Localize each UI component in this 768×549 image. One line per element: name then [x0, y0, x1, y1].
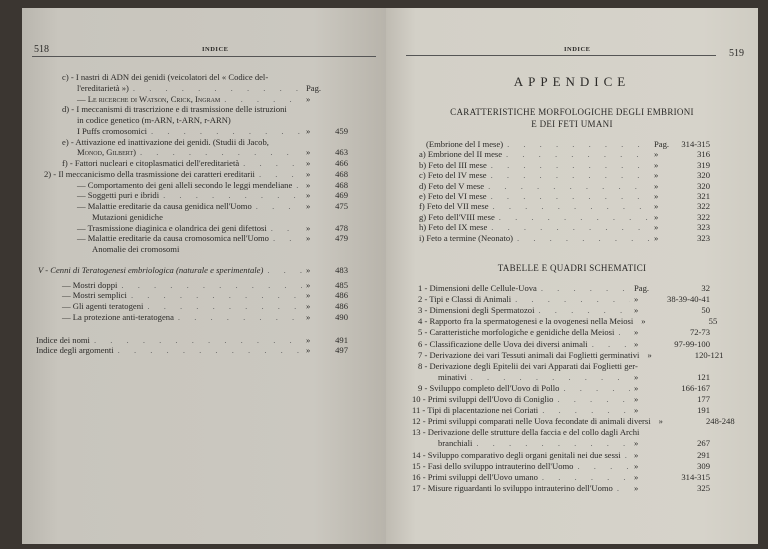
- page-ref: 469: [335, 190, 348, 201]
- index-entry: [77, 147, 348, 158]
- dot-leader: [542, 472, 630, 483]
- index-entry: [77, 180, 348, 191]
- page-marker: Pag.: [306, 82, 322, 93]
- entry-label: 2) - Il meccanicismo della trasmissione dei caratteri ereditarii: [44, 168, 255, 179]
- index-entry: [412, 483, 710, 494]
- entry-label: branchiali: [438, 438, 473, 449]
- index-entry: [44, 169, 348, 180]
- index-entry: [36, 335, 348, 346]
- index-entry: [62, 280, 348, 291]
- index-entry: [62, 104, 348, 115]
- dot-leader: [491, 170, 650, 181]
- dot-leader: [271, 223, 302, 234]
- entry-label: b) Feto del III mese: [419, 159, 487, 170]
- entry-label: 10 - Primi sviluppi dell'Uovo di Coniglio: [412, 394, 554, 404]
- index-entry: [418, 339, 710, 350]
- index-entry: [38, 265, 348, 276]
- entry-label: I Puffs cromosomici: [77, 125, 148, 136]
- entry-label: 8 - Derivazione degli Epitelii dei vari Apparati dai Foglietti ger-: [418, 360, 638, 371]
- entry-label: 17 - Misure riguardanti lo sviluppo intrauterino dell'Uomo: [412, 482, 613, 493]
- page-ref: 468: [335, 179, 348, 190]
- dot-leader: [224, 94, 302, 105]
- entry-label: Anomalie dei cromosomi: [92, 244, 180, 254]
- page-marker: »: [634, 382, 639, 393]
- page-marker: Pag.: [634, 283, 650, 293]
- page-marker: »: [634, 294, 639, 305]
- dot-leader: [542, 405, 630, 416]
- page-marker: »: [634, 371, 639, 382]
- index-entry: [438, 372, 710, 383]
- entry-label: — Mostri semplici: [62, 290, 127, 301]
- page-marker: »: [306, 179, 311, 190]
- subtitle-line1: CARATTERISTICHE MORFOLOGICHE DEGLI EMBRIONI: [450, 107, 694, 117]
- index-entry: [419, 233, 710, 244]
- page-marker: »: [634, 394, 639, 404]
- index-entry: [418, 294, 710, 305]
- index-entry: [419, 201, 710, 212]
- entry-label: V - Cenni di Teratogenesi embriologica (naturale e sperimentale): [38, 264, 264, 275]
- page-ref: 323: [697, 232, 710, 243]
- entry-label: Mutazioni genidiche: [92, 211, 163, 222]
- index-entry: [419, 181, 710, 192]
- page-marker: »: [641, 316, 646, 327]
- page-marker: »: [306, 201, 311, 211]
- dot-leader: [617, 483, 630, 494]
- page-ref: 322: [697, 201, 710, 212]
- index-entry: [418, 383, 710, 394]
- dot-leader: [488, 181, 650, 192]
- entry-label: 4 - Rapporto fra la spermatogenesi e la ovogenesi nella Meiosi: [418, 316, 634, 327]
- page-ref: 97-99-100: [674, 338, 710, 349]
- index-entry: [77, 126, 348, 137]
- page-marker: »: [634, 327, 639, 338]
- dot-leader: [471, 372, 630, 383]
- dot-leader: [131, 290, 302, 301]
- dot-leader: [625, 450, 630, 461]
- index-entry: [62, 158, 348, 169]
- entry-label: — Trasmissione diaginica e olandrica dei geni difettosi: [77, 222, 267, 233]
- entry-label: 16 - Primi sviluppi dell'Uovo umano: [412, 471, 538, 482]
- page-marker: »: [306, 279, 311, 290]
- entry-label: c) Feto del IV mese: [419, 170, 487, 181]
- dot-leader: [256, 201, 302, 212]
- section-title: APPENDICE: [513, 74, 631, 89]
- page-marker: »: [658, 416, 663, 427]
- page-ref: 475: [335, 201, 348, 211]
- page-marker: »: [306, 233, 311, 244]
- index-entry: [77, 233, 348, 244]
- page-marker: »: [654, 232, 659, 243]
- index-entry: [419, 212, 710, 223]
- page-ref: 177: [697, 394, 710, 404]
- entry-label: a) Embrione del II mese: [419, 149, 503, 160]
- page-marker: »: [634, 438, 639, 449]
- page-number: 519: [729, 48, 744, 59]
- index-entry: [92, 244, 348, 255]
- dot-leader: [506, 149, 650, 160]
- dot-leader: [94, 335, 302, 346]
- dot-leader: [538, 305, 630, 316]
- entry-label: c) - I nastri di ADN dei genidi (veicolatori del « Codice del-: [62, 72, 269, 82]
- index-entry: [418, 283, 710, 294]
- page-ref: 490: [335, 311, 348, 322]
- page-ref: 325: [697, 482, 710, 493]
- index-entry: [77, 223, 348, 234]
- page-ref: 38-39-40-41: [667, 294, 710, 305]
- page-marker: »: [654, 180, 659, 191]
- index-entry: [418, 305, 710, 316]
- dot-leader: [163, 190, 302, 201]
- header-rule: [32, 56, 376, 57]
- page-ref: 50: [701, 305, 710, 316]
- entry-label: Indice degli argomenti: [36, 345, 114, 356]
- page-marker: »: [634, 305, 639, 316]
- entry-label: h) Feto del IX mese: [419, 222, 488, 233]
- dot-leader: [491, 191, 650, 202]
- page-ref: 32: [701, 283, 710, 293]
- dot-leader: [491, 222, 650, 233]
- dot-leader: [499, 212, 650, 223]
- dot-leader: [493, 201, 650, 212]
- page-ref: 314-315: [681, 471, 710, 482]
- index-entry: [77, 83, 348, 94]
- dot-leader: [147, 301, 302, 312]
- page-marker: »: [654, 170, 659, 181]
- dot-leader: [541, 283, 630, 294]
- dot-leader: [121, 280, 302, 291]
- entry-label: e) Feto del VI mese: [419, 191, 487, 201]
- page-marker: »: [654, 191, 659, 201]
- index-entry: [62, 312, 348, 323]
- page-ref: 319: [697, 159, 710, 170]
- index-entry: [418, 349, 724, 361]
- page-marker: »: [306, 190, 311, 201]
- page-marker: »: [306, 345, 311, 356]
- dot-leader: [577, 461, 630, 472]
- page-marker: »: [654, 149, 659, 160]
- right-page: [386, 8, 758, 544]
- page-ref: 166-167: [681, 382, 710, 393]
- page-marker: Pag.: [654, 139, 670, 149]
- entry-label: 15 - Fasi dello sviluppo intrauterino dell'Uomo: [412, 460, 574, 471]
- index-entry: [412, 416, 735, 427]
- dot-leader: [151, 126, 302, 137]
- page-marker: »: [306, 158, 311, 168]
- running-head: INDICE: [564, 46, 591, 53]
- page-ref: 483: [335, 264, 348, 275]
- entry-label: 7 - Derivazione dei vari Tessuti animali dai Foglietti germinativi: [418, 349, 640, 360]
- dot-leader: [517, 233, 650, 244]
- entry-label: — La protezione anti-teratogena: [62, 311, 174, 322]
- page-marker: »: [634, 471, 639, 482]
- page-marker: »: [306, 301, 311, 311]
- entry-label: — Comportamento dei geni alleli secondo le leggi mendeliane: [77, 179, 293, 190]
- page-ref: 497: [335, 345, 348, 356]
- entry-label: f) - Fattori nucleari e citoplasmatici dell'ereditarietà: [62, 158, 240, 168]
- page-marker: »: [634, 405, 639, 416]
- dot-leader: [491, 160, 650, 171]
- entry-label: l'ereditarietà »): [77, 82, 129, 93]
- entry-label: 9 - Sviluppo completo dell'Uovo di Pollo: [418, 382, 560, 393]
- index-entry: [419, 170, 710, 181]
- entry-label: e) - Attivazione ed inattivazione dei genidi. (Studii di Jacob,: [62, 136, 269, 147]
- entry-label: — Malattie ereditarie da causa cromosomica nell'Uomo: [77, 233, 269, 244]
- entry-label: in codice genetico (m-ARN, t-ARN, r-ARN): [77, 115, 231, 125]
- running-head: INDICE: [202, 46, 229, 53]
- page-marker: »: [306, 334, 311, 345]
- page-ref: 479: [335, 233, 348, 244]
- dot-leader: [267, 265, 302, 276]
- index-entry: [77, 115, 348, 126]
- dot-leader: [618, 327, 630, 338]
- index-entry: [412, 405, 710, 416]
- dot-leader: [243, 158, 302, 169]
- page-ref: 191: [697, 405, 710, 416]
- page-ref: 121: [697, 371, 710, 382]
- page-marker: »: [306, 147, 311, 158]
- page-marker: »: [634, 338, 639, 349]
- entry-label: — Le ricerche di Watson, Crick, Ingram: [77, 93, 221, 104]
- entry-label: 12 - Primi sviluppi comparati nelle Uova fecondate di animali diversi: [412, 416, 651, 427]
- entry-label: — Soggetti puri e ibridi: [77, 190, 160, 201]
- entry-label: Indice dei nomi: [36, 334, 90, 345]
- entry-label: 11 - Tipi di placentazione nei Coriati: [412, 405, 539, 416]
- entry-label: 1 - Dimensioni delle Cellule-Uova: [418, 283, 537, 293]
- entry-label: — Gli agenti teratogeni: [62, 301, 144, 311]
- dot-leader: [507, 139, 650, 150]
- dot-leader: [296, 180, 302, 191]
- entry-label: 3 - Dimensioni degli Spermatozoi: [418, 305, 535, 316]
- index-entry: [62, 290, 348, 301]
- tables-title: TABELLE E QUADRI SCHEMATICI: [497, 263, 647, 273]
- entry-label: (Embrione del I mese): [426, 139, 504, 149]
- index-entry: [412, 394, 710, 405]
- index-entry: [412, 427, 710, 438]
- index-entry: [62, 137, 348, 148]
- index-entry: [77, 94, 348, 105]
- entry-label: 13 - Derivazione delle strutture della faccia e del collo dagli Archi: [412, 427, 640, 438]
- index-entry: [419, 191, 710, 202]
- page-ref: 316: [697, 149, 710, 160]
- dot-leader: [563, 383, 630, 394]
- page-ref: 267: [697, 438, 710, 449]
- page-marker: »: [634, 449, 639, 460]
- entry-label: minativi: [438, 371, 467, 382]
- page-ref: 491: [335, 334, 348, 345]
- dot-leader: [273, 233, 302, 244]
- page-ref: 320: [697, 180, 710, 191]
- entry-label: i) Feto a termine (Neonato): [419, 232, 514, 243]
- dot-leader: [476, 438, 630, 449]
- page-ref: 486: [335, 301, 348, 311]
- entry-label: Monod, Gilbert): [77, 147, 136, 158]
- dot-leader: [178, 312, 302, 323]
- entry-label: 2 - Tipi e Classi di Animali: [418, 294, 512, 305]
- page-ref: 55: [708, 316, 718, 327]
- subtitle-line2: E DEI FETI UMANI: [531, 119, 613, 129]
- page-marker: »: [647, 349, 652, 360]
- index-entry: [418, 361, 710, 372]
- dot-leader: [592, 339, 630, 350]
- dot-leader: [259, 169, 302, 180]
- entry-label: 14 - Sviluppo comparativo degli organi genitali nei due sessi: [412, 449, 621, 460]
- page-ref: 468: [335, 168, 348, 179]
- entry-label: f) Feto del VII mese: [419, 201, 489, 212]
- page-ref: 478: [335, 222, 348, 233]
- page-ref: 463: [335, 147, 348, 158]
- index-entry: [419, 160, 710, 171]
- page-ref: 320: [697, 170, 710, 181]
- dot-leader: [557, 394, 630, 405]
- index-entry: [412, 472, 710, 483]
- page-ref: 466: [335, 158, 348, 168]
- entry-label: 6 - Classificazione delle Uova dei diversi animali: [418, 338, 588, 349]
- index-entry: [36, 345, 348, 356]
- page-marker: »: [654, 211, 659, 222]
- page-ref: 459: [335, 125, 348, 136]
- index-entry: [77, 201, 348, 212]
- page-marker: »: [306, 290, 311, 301]
- page-marker: »: [634, 482, 639, 493]
- index-entry: [412, 461, 710, 472]
- dot-leader: [140, 147, 302, 158]
- index-entry: [92, 212, 348, 223]
- page-ref: 485: [335, 279, 348, 290]
- left-page: [22, 8, 386, 544]
- page-marker: »: [306, 93, 311, 104]
- index-entry: [418, 327, 710, 338]
- entry-label: — Malattie ereditarie da causa genidica nell'Uomo: [77, 201, 252, 211]
- index-entry: [426, 139, 710, 150]
- page-marker: »: [306, 264, 311, 275]
- page-marker: »: [654, 201, 659, 212]
- page-ref: 322: [697, 211, 710, 222]
- header-rule: [406, 55, 716, 56]
- index-entry: [438, 438, 710, 449]
- index-entry: [418, 316, 718, 327]
- page-ref: 323: [697, 222, 710, 233]
- page-marker: »: [654, 159, 659, 170]
- entry-label: 5 - Caratteristiche morfologiche e genidiche della Meiosi: [418, 327, 615, 338]
- page-ref: 291: [697, 449, 710, 460]
- page-marker: »: [634, 460, 639, 471]
- page-ref: 321: [697, 191, 710, 201]
- entry-label: d) Feto del V mese: [419, 180, 485, 191]
- page-marker: »: [654, 222, 659, 233]
- index-entry: [62, 72, 348, 83]
- page-ref: 309: [697, 460, 710, 471]
- index-entry: [419, 222, 710, 233]
- page-number: 518: [34, 44, 49, 55]
- index-entry: [412, 450, 710, 461]
- page-marker: »: [306, 125, 311, 136]
- index-entry: [419, 149, 710, 160]
- entry-label: d) - I meccanismi di trascrizione e di trasmissione delle istruzioni: [62, 104, 287, 115]
- dot-leader: [515, 294, 630, 305]
- index-entry: [77, 190, 348, 201]
- page-marker: »: [306, 168, 311, 179]
- page-marker: »: [306, 222, 311, 233]
- dot-leader: [118, 345, 302, 356]
- page-ref: 120-121: [694, 349, 724, 360]
- index-entry: [62, 301, 348, 312]
- page-marker: »: [306, 311, 311, 322]
- entry-label: g) Feto dell'VIII mese: [419, 211, 495, 222]
- page-ref: 486: [335, 290, 348, 301]
- page-ref: 248-248: [706, 416, 735, 427]
- dot-leader: [133, 83, 302, 94]
- page-ref: 72-73: [689, 327, 710, 338]
- page-ref: 314-315: [681, 139, 710, 149]
- entry-label: — Mostri doppi: [62, 279, 118, 290]
